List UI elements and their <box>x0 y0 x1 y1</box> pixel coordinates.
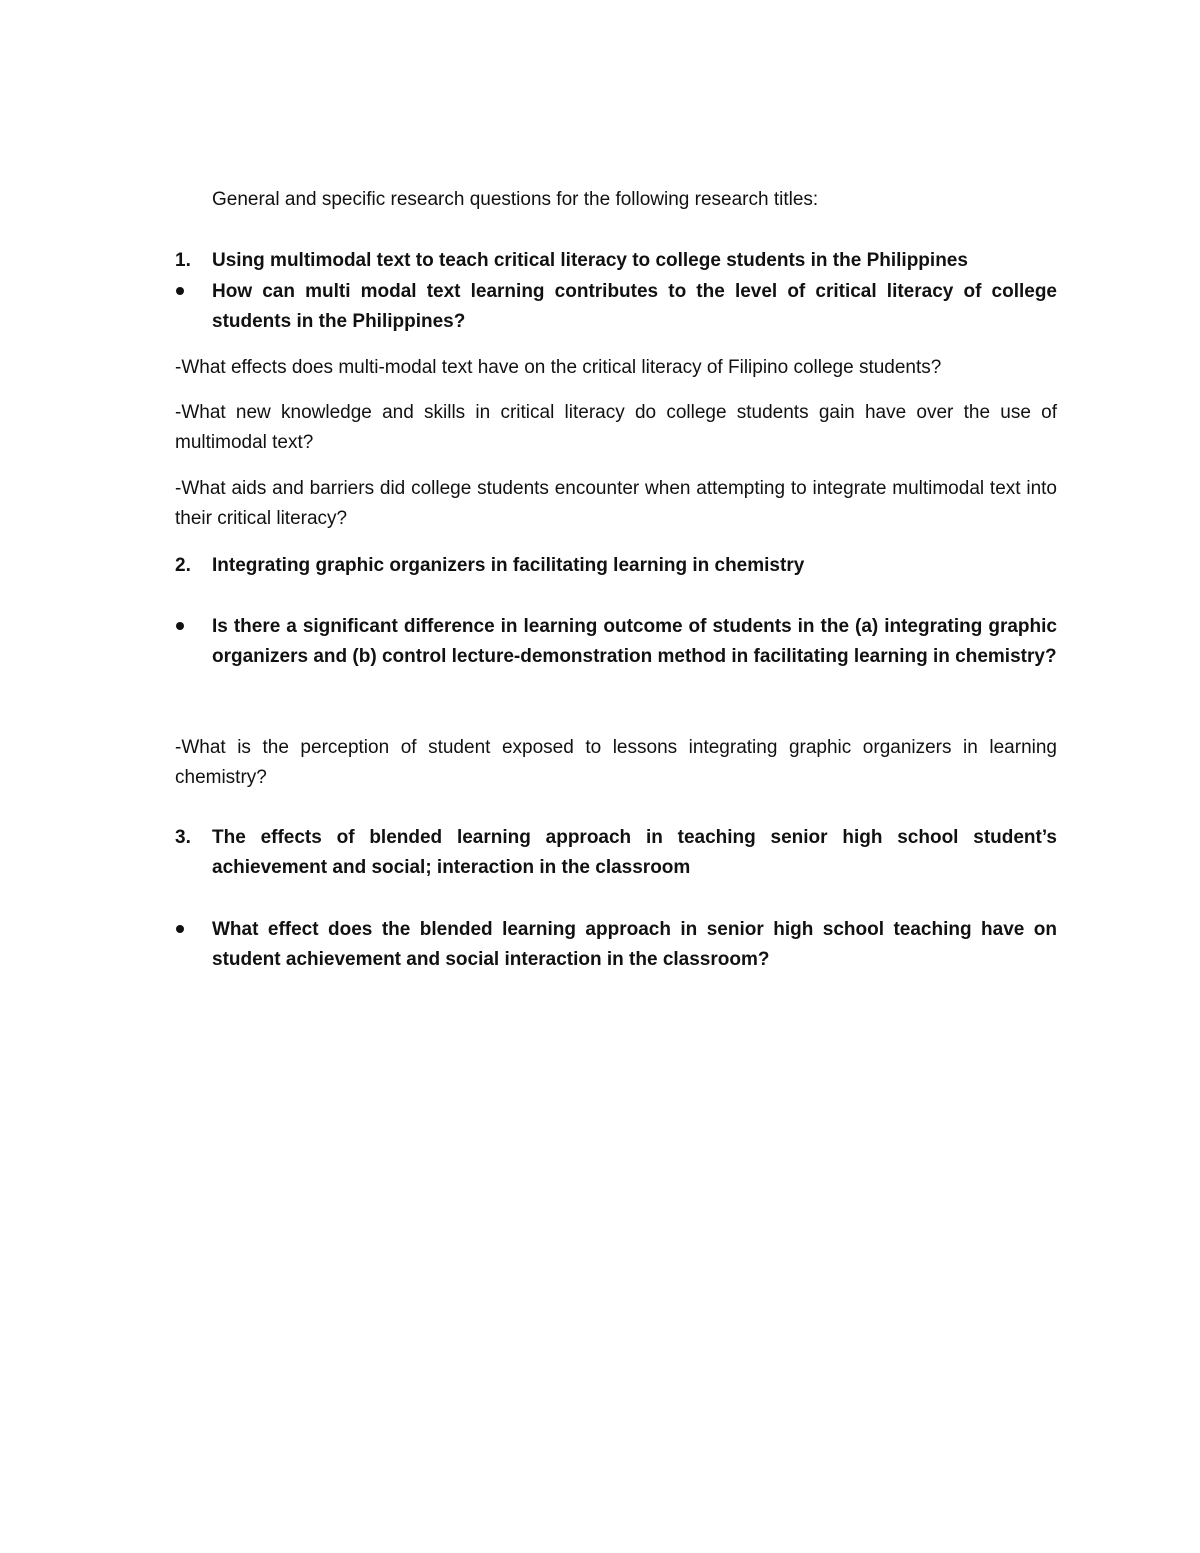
section-2-specific-question-1: -What is the perception of student exposed to lessons integrating graphic organizers in learning chemistry? <box>175 737 1057 788</box>
section-1-specific-question-2: -What new knowledge and skills in critical literacy do college students gain have over the use of multimodal text? <box>175 402 1057 453</box>
bullet-icon <box>176 287 184 295</box>
bullet-icon <box>176 622 184 630</box>
section-3-title: The effects of blended learning approach in teaching senior high school student’s achievement and social; interaction in the classroom <box>212 827 1057 878</box>
section-1-specific-question-1: -What effects does multi-modal text have on the critical literacy of Filipino college students? <box>175 357 942 378</box>
section-2-general-question: Is there a significant difference in learning outcome of students in the (a) integrating graphic organizers and (b) control lecture-demonstration method in facilitating learning in chemistry? <box>212 616 1057 667</box>
bullet-icon <box>176 925 184 933</box>
section-2-number: 2. <box>175 555 191 576</box>
section-3-general-question: What effect does the blended learning approach in senior high school teaching have on student achievement and social interaction in the classroom? <box>212 919 1057 970</box>
section-1-title: Using multimodal text to teach critical literacy to college students in the Philippines <box>212 250 968 271</box>
section-3-number: 3. <box>175 827 191 848</box>
section-1-general-question: How can multi modal text learning contributes to the level of critical literacy of college students in the Philippines? <box>212 281 1057 332</box>
section-1-number: 1. <box>175 250 191 271</box>
document-heading: General and specific research questions for the following research titles: <box>212 189 819 210</box>
section-2-title: Integrating graphic organizers in facilitating learning in chemistry <box>212 555 805 576</box>
section-1-specific-question-3: -What aids and barriers did college students encounter when attempting to integrate multimodal text into their critical literacy? <box>175 478 1057 529</box>
